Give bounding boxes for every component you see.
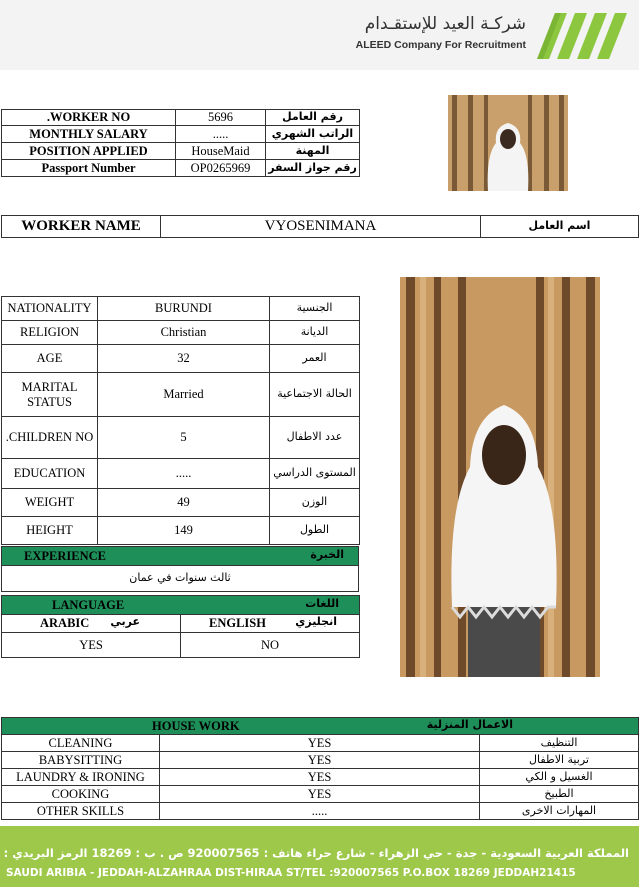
footer-address-english: SAUDI ARIBIA - JEDDAH-ALZAHRAA DIST-HIRAA ST/TEL :920007565 P.O.BOX 18269 JEDDAH21415 bbox=[6, 867, 576, 879]
house-work-value: ..... bbox=[160, 803, 480, 820]
summary-value: 5696 bbox=[176, 110, 266, 126]
summary-label-arabic: رقم العامل bbox=[266, 110, 360, 126]
details-row bbox=[2, 321, 360, 345]
summary-row bbox=[2, 126, 360, 143]
details-row bbox=[2, 517, 360, 545]
experience-value: ثالث سنوات في عمان bbox=[2, 566, 359, 592]
summary-value: HouseMaid bbox=[176, 143, 266, 160]
house-work-item: OTHER SKILLS bbox=[2, 803, 160, 820]
house-work-label-arabic: الاعمال المنزلية bbox=[426, 717, 513, 731]
details-label: .CHILDREN NO bbox=[2, 417, 98, 459]
arabic-language-label: ARABIC bbox=[40, 616, 90, 631]
language-label-arabic: اللغات bbox=[305, 596, 339, 610]
arabic-language-label-arabic: عربي bbox=[110, 615, 140, 629]
summary-table bbox=[1, 109, 360, 177]
worker-name-table bbox=[1, 215, 639, 238]
house-work-item: BABYSITTING bbox=[2, 752, 160, 769]
details-label: RELIGION bbox=[2, 321, 98, 345]
summary-value: OP0265969 bbox=[176, 160, 266, 177]
worker-name-value: VYOSENIMANA bbox=[161, 216, 481, 238]
summary-label-arabic: الراتب الشهري bbox=[266, 126, 360, 143]
house-work-item: COOKING bbox=[2, 786, 160, 803]
details-value: Married bbox=[98, 373, 270, 417]
details-label: HEIGHT bbox=[2, 517, 98, 545]
worker-name-label-arabic: اسم العامل bbox=[481, 216, 639, 238]
details-label: MARITAL STATUS bbox=[2, 373, 98, 417]
summary-label-arabic: المهنة bbox=[266, 143, 360, 160]
summary-label: MONTHLY SALARY bbox=[2, 126, 176, 143]
details-label-arabic: عدد الاطفال bbox=[270, 417, 360, 459]
summary-row bbox=[2, 160, 360, 177]
worker-photo-small bbox=[448, 95, 568, 191]
details-value: 32 bbox=[98, 345, 270, 373]
house-work-row bbox=[2, 752, 639, 769]
house-work-header bbox=[2, 718, 639, 735]
details-row bbox=[2, 297, 360, 321]
house-work-item-arabic: الغسيل و الكي bbox=[480, 769, 639, 786]
details-value: ..... bbox=[98, 459, 270, 489]
details-value: Christian bbox=[98, 321, 270, 345]
house-work-value: YES bbox=[160, 752, 480, 769]
summary-row bbox=[2, 143, 360, 160]
details-label-arabic: العمر bbox=[270, 345, 360, 373]
summary-label-arabic: رقم جواز السفر bbox=[266, 160, 360, 177]
english-language-value: NO bbox=[181, 633, 360, 658]
house-work-item: CLEANING bbox=[2, 735, 160, 752]
house-work-label: HOUSE WORK bbox=[152, 718, 240, 733]
details-label-arabic: الجنسية bbox=[270, 297, 360, 321]
details-label-arabic: الوزن bbox=[270, 489, 360, 517]
english-language-label: ENGLISH bbox=[209, 616, 266, 631]
experience-label: EXPERIENCE bbox=[24, 548, 106, 563]
summary-value: ..... bbox=[176, 126, 266, 143]
worker-photo-large bbox=[400, 277, 600, 677]
experience-header bbox=[2, 547, 359, 566]
house-work-row bbox=[2, 735, 639, 752]
summary-label: .WORKER NO bbox=[2, 110, 176, 126]
details-label: EDUCATION bbox=[2, 459, 98, 489]
house-work-value: YES bbox=[160, 769, 480, 786]
company-logo bbox=[537, 13, 633, 59]
house-work-row bbox=[2, 803, 639, 820]
details-value: 49 bbox=[98, 489, 270, 517]
english-language-label-arabic: انجليزي bbox=[295, 615, 337, 629]
details-row bbox=[2, 459, 360, 489]
language-table bbox=[1, 595, 360, 658]
details-value: 5 bbox=[98, 417, 270, 459]
house-work-table bbox=[1, 717, 639, 820]
details-label: NATIONALITY bbox=[2, 297, 98, 321]
arabic-language-value: YES bbox=[2, 633, 181, 658]
house-work-value: YES bbox=[160, 735, 480, 752]
summary-label: Passport Number bbox=[2, 160, 176, 177]
details-value: 149 bbox=[98, 517, 270, 545]
details-row bbox=[2, 345, 360, 373]
footer-address-arabic: المملكة العربية السعودية - جدة - حي الزهراء - شارع حراء هاتف : 920007565 ص . ب : 18269 الرمز البريدي : bbox=[3, 846, 629, 860]
details-label: AGE bbox=[2, 345, 98, 373]
house-work-item-arabic: الطبيخ bbox=[480, 786, 639, 803]
worker-name-label: WORKER NAME bbox=[2, 216, 161, 238]
summary-row bbox=[2, 110, 360, 126]
details-label-arabic: الديانة bbox=[270, 321, 360, 345]
details-value: BURUNDI bbox=[98, 297, 270, 321]
house-work-row bbox=[2, 769, 639, 786]
language-label: LANGUAGE bbox=[52, 597, 125, 612]
details-label: WEIGHT bbox=[2, 489, 98, 517]
house-work-item-arabic: المهارات الاخرى bbox=[480, 803, 639, 820]
details-label-arabic: الحالة الاجتماعية bbox=[270, 373, 360, 417]
summary-label: POSITION APPLIED bbox=[2, 143, 176, 160]
company-name-english: ALEED Company For Recruitment bbox=[355, 39, 526, 51]
experience-label-arabic: الخبرة bbox=[310, 547, 344, 561]
page-header bbox=[0, 0, 639, 70]
house-work-value: YES bbox=[160, 786, 480, 803]
house-work-row bbox=[2, 786, 639, 803]
details-row bbox=[2, 417, 360, 459]
company-name-arabic: شركـة العيد للإستقـدام bbox=[364, 14, 526, 34]
house-work-item: LAUNDRY & IRONING bbox=[2, 769, 160, 786]
details-label-arabic: المستوى الدراسي bbox=[270, 459, 360, 489]
house-work-item-arabic: التنظيف bbox=[480, 735, 639, 752]
details-row bbox=[2, 489, 360, 517]
house-work-item-arabic: تربية الاطفال bbox=[480, 752, 639, 769]
experience-table bbox=[1, 546, 359, 592]
details-label-arabic: الطول bbox=[270, 517, 360, 545]
language-header bbox=[2, 596, 360, 615]
details-table bbox=[1, 296, 360, 545]
details-row bbox=[2, 373, 360, 417]
